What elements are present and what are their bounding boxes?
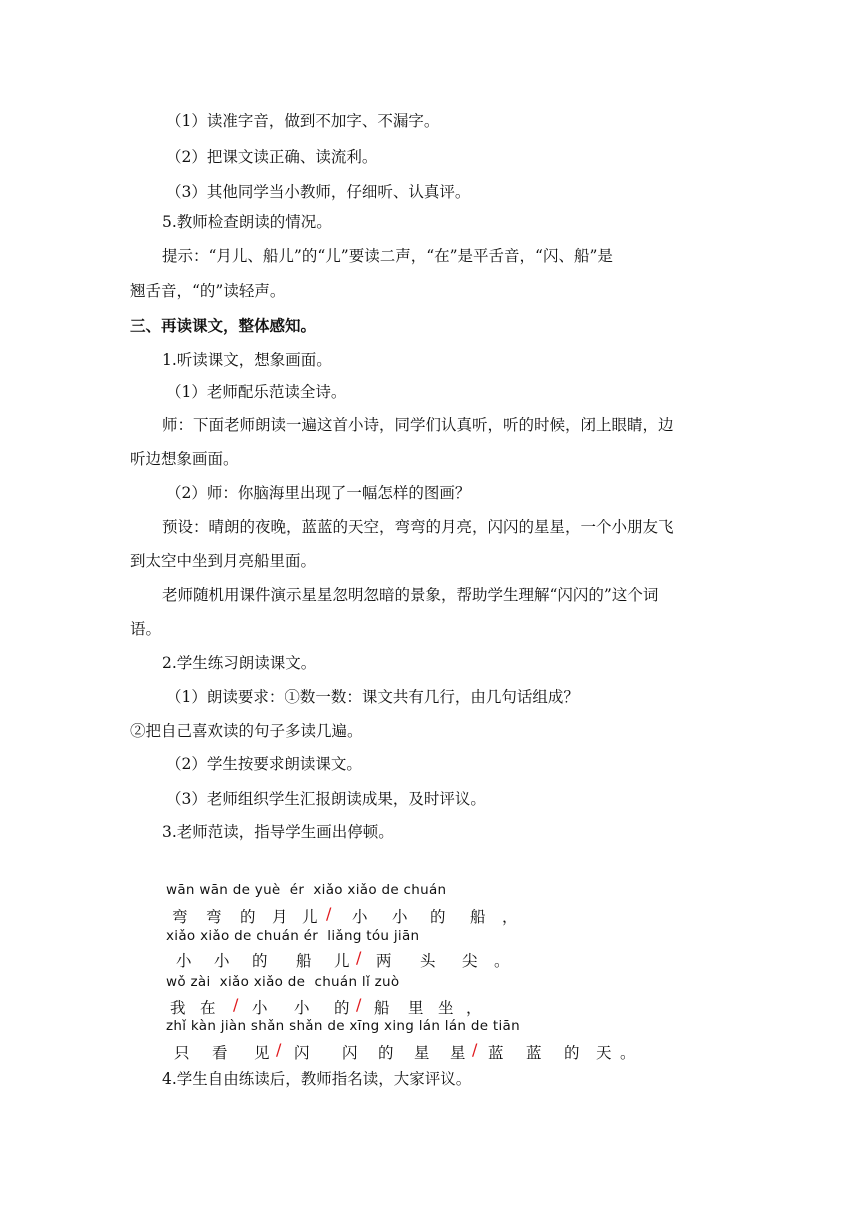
- poem-char: 小: [294, 999, 310, 1017]
- poem-char: 我: [170, 999, 186, 1017]
- poem-char: 弯: [206, 908, 222, 926]
- paragraph: 翘舌音，“的”读轻声。: [130, 282, 286, 300]
- poem-char: 闪: [342, 1044, 358, 1062]
- poem-char: 天: [596, 1044, 612, 1062]
- poem-char: 星: [450, 1044, 466, 1062]
- paragraph: 提示：“月儿、船儿”的“儿”要读二声，“在”是平舌音，“闪、船”是: [162, 247, 613, 265]
- poem-char: ，: [466, 999, 482, 1017]
- poem-char: 坐: [438, 999, 454, 1017]
- paragraph: 3.老师范读，指导学生画出停顿。: [162, 823, 394, 841]
- poem-char: 儿: [334, 952, 350, 970]
- pinyin-line: xiǎo xiǎo de chuán ér liǎng tóu jiān: [166, 928, 420, 944]
- poem-char: 的: [564, 1044, 580, 1062]
- poem-char: 里: [408, 999, 424, 1017]
- pause-mark: /: [356, 948, 362, 967]
- paragraph: （2）把课文读正确、读流利。: [166, 148, 378, 166]
- poem-char: 的: [378, 1044, 394, 1062]
- poem-char: 的: [240, 908, 256, 926]
- pause-mark: /: [276, 1040, 282, 1059]
- poem-char: 。: [494, 952, 510, 970]
- poem-char: 小: [352, 908, 368, 926]
- poem-char: 的: [430, 908, 446, 926]
- poem-char: 只: [174, 1044, 190, 1062]
- paragraph: 到太空中坐到月亮船里面。: [130, 552, 317, 570]
- paragraph: （1）朗读要求：①数一数：课文共有几行，由几句话组成？: [166, 688, 579, 706]
- poem-char: 两: [376, 952, 392, 970]
- paragraph: 4.学生自由练读后，教师指名读，大家评议。: [162, 1070, 472, 1088]
- pinyin-line: wān wān de yuè ér xiǎo xiǎo de chuán: [166, 882, 447, 898]
- paragraph: （1）老师配乐范读全诗。: [166, 383, 347, 401]
- paragraph: 预设：晴朗的夜晚，蓝蓝的天空，弯弯的月亮，闪闪的星星，一个小朋友飞: [162, 518, 674, 536]
- poem-char: 儿: [302, 908, 318, 926]
- section-heading: 三、再读课文，整体感知。: [130, 316, 317, 335]
- poem-char: 蓝: [488, 1044, 504, 1062]
- poem-char: 的: [334, 999, 350, 1017]
- poem-char: 小: [176, 952, 192, 970]
- poem-char: 小: [214, 952, 230, 970]
- poem-char: 尖: [462, 952, 478, 970]
- paragraph: 语。: [130, 620, 162, 638]
- pause-mark: /: [326, 904, 332, 923]
- paragraph: （3）其他同学当小教师，仔细听、认真评。: [166, 183, 471, 201]
- poem-char: 弯: [172, 908, 188, 926]
- poem-char: 船: [296, 952, 312, 970]
- poem-char: 船: [374, 999, 390, 1017]
- paragraph: （2）师：你脑海里出现了一幅怎样的图画？: [166, 484, 471, 502]
- pinyin-line: zhǐ kàn jiàn shǎn shǎn de xīng xing lán lán de tiān: [166, 1018, 520, 1034]
- poem-char: 的: [252, 952, 268, 970]
- poem-char: 在: [200, 999, 216, 1017]
- poem-char: 蓝: [526, 1044, 542, 1062]
- poem-char: 船: [470, 908, 486, 926]
- poem-char: 小: [392, 908, 408, 926]
- paragraph: 5.教师检查朗读的情况。: [162, 213, 332, 231]
- poem-char: 星: [414, 1044, 430, 1062]
- paragraph: 听边想象画面。: [130, 450, 239, 468]
- pinyin-line: wǒ zài xiǎo xiǎo de chuán lǐ zuò: [166, 974, 400, 990]
- poem-char: 闪: [294, 1044, 310, 1062]
- poem-char: 小: [252, 999, 268, 1017]
- paragraph: 1.听读课文，想象画面。: [162, 351, 332, 369]
- poem-char: 见: [254, 1044, 270, 1062]
- pause-mark: /: [356, 995, 362, 1014]
- poem-char: 月: [272, 908, 288, 926]
- paragraph: 2.学生练习朗读课文。: [162, 654, 317, 672]
- paragraph: 师：下面老师朗读一遍这首小诗，同学们认真听，听的时候，闭上眼睛，边: [162, 416, 674, 434]
- poem-char: 看: [212, 1044, 228, 1062]
- paragraph: 老师随机用课件演示星星忽明忽暗的景象，帮助学生理解“闪闪的”这个词: [162, 586, 659, 604]
- poem-char: ，: [502, 908, 518, 926]
- poem-char: 。: [620, 1044, 636, 1062]
- paragraph: （1）读准字音，做到不加字、不漏字。: [166, 112, 440, 130]
- poem-char: 头: [420, 952, 436, 970]
- paragraph: （2）学生按要求朗读课文。: [166, 755, 362, 773]
- pause-mark: /: [472, 1040, 478, 1059]
- pause-mark: /: [233, 995, 239, 1014]
- paragraph: ②把自己喜欢读的句子多读几遍。: [130, 722, 363, 740]
- paragraph: （3）老师组织学生汇报朗读成果，及时评议。: [166, 790, 486, 808]
